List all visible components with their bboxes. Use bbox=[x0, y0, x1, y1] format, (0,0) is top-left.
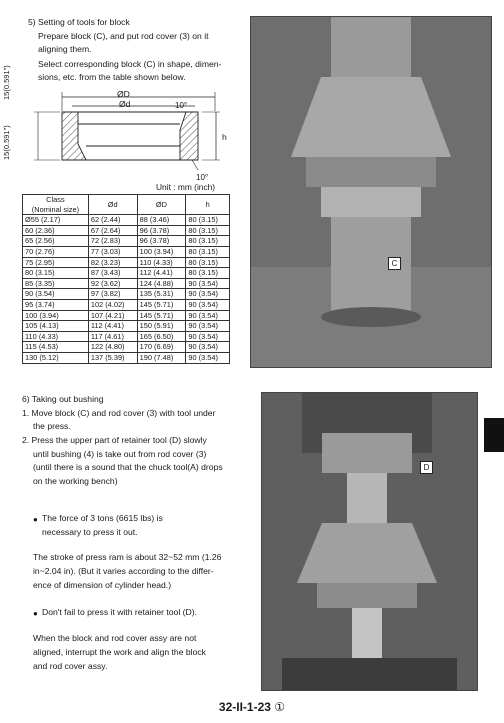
h-label: h bbox=[222, 132, 227, 142]
step2-line-d: on the working bench) bbox=[33, 476, 118, 486]
photo-press-bushing-drawing bbox=[262, 393, 477, 690]
bullet-dot: ● bbox=[33, 515, 38, 524]
warn-line-2: aligned, interrupt the work and align the block bbox=[33, 647, 206, 657]
table-cell: 110 (4.33) bbox=[137, 257, 186, 268]
table-cell: 122 (4.80) bbox=[88, 342, 137, 353]
table-cell: 130 (5.12) bbox=[23, 352, 89, 363]
table-cell: 170 (6.69) bbox=[137, 342, 186, 353]
section5-line1: Prepare block (C), and put rod cover (3) on it bbox=[38, 31, 209, 41]
table-row bbox=[23, 215, 230, 226]
table-cell: 107 (4.21) bbox=[88, 310, 137, 321]
bullet2-line: Don't fail to press it with retainer tool (D). bbox=[42, 607, 197, 617]
warn-line-3: and rod cover assy. bbox=[33, 661, 108, 671]
left-wall-section bbox=[62, 112, 86, 160]
table-cell: 137 (5.39) bbox=[88, 352, 137, 363]
table-cell: 190 (7.48) bbox=[137, 352, 186, 363]
table-row bbox=[23, 299, 230, 310]
table-row bbox=[23, 246, 230, 257]
warn-line-1: When the block and rod cover assy are not bbox=[33, 633, 197, 643]
table-row bbox=[23, 225, 230, 236]
bullet1-line-a: The force of 3 tons (6615 lbs) is bbox=[42, 513, 163, 523]
table-cell: 96 (3.78) bbox=[137, 236, 186, 247]
table-cell: 90 (3.54) bbox=[186, 331, 230, 342]
bullet-dot: ● bbox=[33, 609, 38, 618]
step2-line-b: until bushing (4) is take out from rod cover (3) bbox=[33, 449, 207, 459]
table-cell: 145 (5.71) bbox=[137, 310, 186, 321]
header-id: Ød bbox=[88, 195, 137, 215]
table-row bbox=[23, 342, 230, 353]
table-cell: 75 (2.95) bbox=[23, 257, 89, 268]
section-tab-marker bbox=[484, 418, 504, 452]
table-row bbox=[23, 310, 230, 321]
dim-label-bottom: 15(0.591") bbox=[2, 125, 11, 160]
table-cell: 95 (3.74) bbox=[23, 299, 89, 310]
table-cell: 90 (3.54) bbox=[186, 352, 230, 363]
bullet1-line-b: necessary to press it out. bbox=[42, 527, 138, 537]
callout-d: D bbox=[420, 461, 433, 474]
callout-c: C bbox=[388, 257, 401, 270]
stroke-line-1: The stroke of press ram is about 32~52 mm (1.26 bbox=[33, 552, 222, 562]
table-cell: 112 (4.41) bbox=[88, 321, 137, 332]
table-cell: 70 (2.76) bbox=[23, 246, 89, 257]
table-row bbox=[23, 289, 230, 300]
table-cell: 62 (2.44) bbox=[88, 215, 137, 226]
table-cell: 80 (3.15) bbox=[23, 268, 89, 279]
table-cell: 90 (3.54) bbox=[186, 289, 230, 300]
angle-top-label: 10° bbox=[175, 101, 188, 110]
table-cell: 77 (3.03) bbox=[88, 246, 137, 257]
right-wall-section bbox=[180, 112, 198, 160]
table-cell: 105 (4.13) bbox=[23, 321, 89, 332]
table-header-row bbox=[23, 195, 230, 215]
table-cell: 96 (3.78) bbox=[137, 225, 186, 236]
table-cell: 72 (2.83) bbox=[88, 236, 137, 247]
table-cell: 60 (2.36) bbox=[23, 225, 89, 236]
section5-line2: aligning them. bbox=[38, 44, 92, 54]
table-cell: 88 (3.46) bbox=[137, 215, 186, 226]
table-row bbox=[23, 321, 230, 332]
table-cell: 80 (3.15) bbox=[186, 268, 230, 279]
header-od: ØD bbox=[137, 195, 186, 215]
table-cell: 110 (4.33) bbox=[23, 331, 89, 342]
table-cell: 90 (3.54) bbox=[186, 342, 230, 353]
photo-press-bushing bbox=[261, 392, 478, 691]
table-cell: 80 (3.15) bbox=[186, 236, 230, 247]
table-cell: 115 (4.53) bbox=[23, 342, 89, 353]
table-cell: 165 (6.50) bbox=[137, 331, 186, 342]
table-cell: 100 (3.94) bbox=[23, 310, 89, 321]
section5-line3: Select corresponding block (C) in shape, dimen- bbox=[38, 59, 222, 69]
table-row bbox=[23, 278, 230, 289]
table-cell: 90 (3.54) bbox=[186, 299, 230, 310]
table-cell: 80 (3.15) bbox=[186, 257, 230, 268]
od-label: ØD bbox=[117, 89, 130, 99]
header-class: Class (Nominal size) bbox=[23, 195, 89, 215]
table-cell: 102 (4.02) bbox=[88, 299, 137, 310]
table-cell: Ø55 (2.17) bbox=[23, 215, 89, 226]
section5-heading: 5) Setting of tools for block bbox=[28, 17, 130, 27]
table-cell: 135 (5.31) bbox=[137, 289, 186, 300]
step2-line-c: (until there is a sound that the chuck tool(A) drops bbox=[33, 462, 223, 472]
table-cell: 112 (4.41) bbox=[137, 268, 186, 279]
table-row bbox=[23, 236, 230, 247]
table-cell: 92 (3.62) bbox=[88, 278, 137, 289]
dim-label-top: 15(0.591") bbox=[2, 65, 11, 100]
table-row bbox=[23, 331, 230, 342]
table-cell: 90 (3.54) bbox=[186, 310, 230, 321]
table-cell: 100 (3.94) bbox=[137, 246, 186, 257]
table-cell: 87 (3.43) bbox=[88, 268, 137, 279]
step1-line-b: the press. bbox=[33, 421, 71, 431]
table-cell: 82 (3.23) bbox=[88, 257, 137, 268]
table-cell: 80 (3.15) bbox=[186, 215, 230, 226]
stroke-line-3: ence of dimension of cylinder head.) bbox=[33, 580, 172, 590]
header-h: h bbox=[186, 195, 230, 215]
table-cell: 80 (3.15) bbox=[186, 225, 230, 236]
section5-line4: sions, etc. from the table shown below. bbox=[38, 72, 186, 82]
table-cell: 124 (4.88) bbox=[137, 278, 186, 289]
table-cell: 90 (3.54) bbox=[186, 321, 230, 332]
table-cell: 65 (2.56) bbox=[23, 236, 89, 247]
table-cell: 90 (3.54) bbox=[23, 289, 89, 300]
table-cell: 145 (5.71) bbox=[137, 299, 186, 310]
table-cell: 150 (5.91) bbox=[137, 321, 186, 332]
table-cell: 97 (3.82) bbox=[88, 289, 137, 300]
table-row bbox=[23, 268, 230, 279]
table-row bbox=[23, 257, 230, 268]
id-label: Ød bbox=[119, 99, 131, 109]
block-spec-table bbox=[22, 194, 230, 364]
table-cell: 117 (4.61) bbox=[88, 331, 137, 342]
photo-block-setup bbox=[250, 16, 492, 368]
step2-line-a: 2. Press the upper part of retainer tool (D) slowly bbox=[22, 435, 207, 445]
table-cell: 80 (3.15) bbox=[186, 246, 230, 257]
table-cell: 90 (3.54) bbox=[186, 278, 230, 289]
photo-block-setup-drawing bbox=[251, 17, 491, 367]
table-row bbox=[23, 352, 230, 363]
stroke-line-2: in~2.04 in). (But it varies according to the differ- bbox=[33, 566, 214, 576]
page-number: 32-II-1-23 ① bbox=[218, 700, 286, 714]
unit-label: Unit : mm (inch) bbox=[156, 182, 216, 192]
table-cell: 67 (2.64) bbox=[88, 225, 137, 236]
table-cell: 85 (3.35) bbox=[23, 278, 89, 289]
section6-heading: 6) Taking out bushing bbox=[22, 394, 104, 404]
angle-bottom-label: 10° bbox=[196, 173, 209, 182]
step1-line-a: 1. Move block (C) and rod cover (3) with tool under bbox=[22, 408, 216, 418]
